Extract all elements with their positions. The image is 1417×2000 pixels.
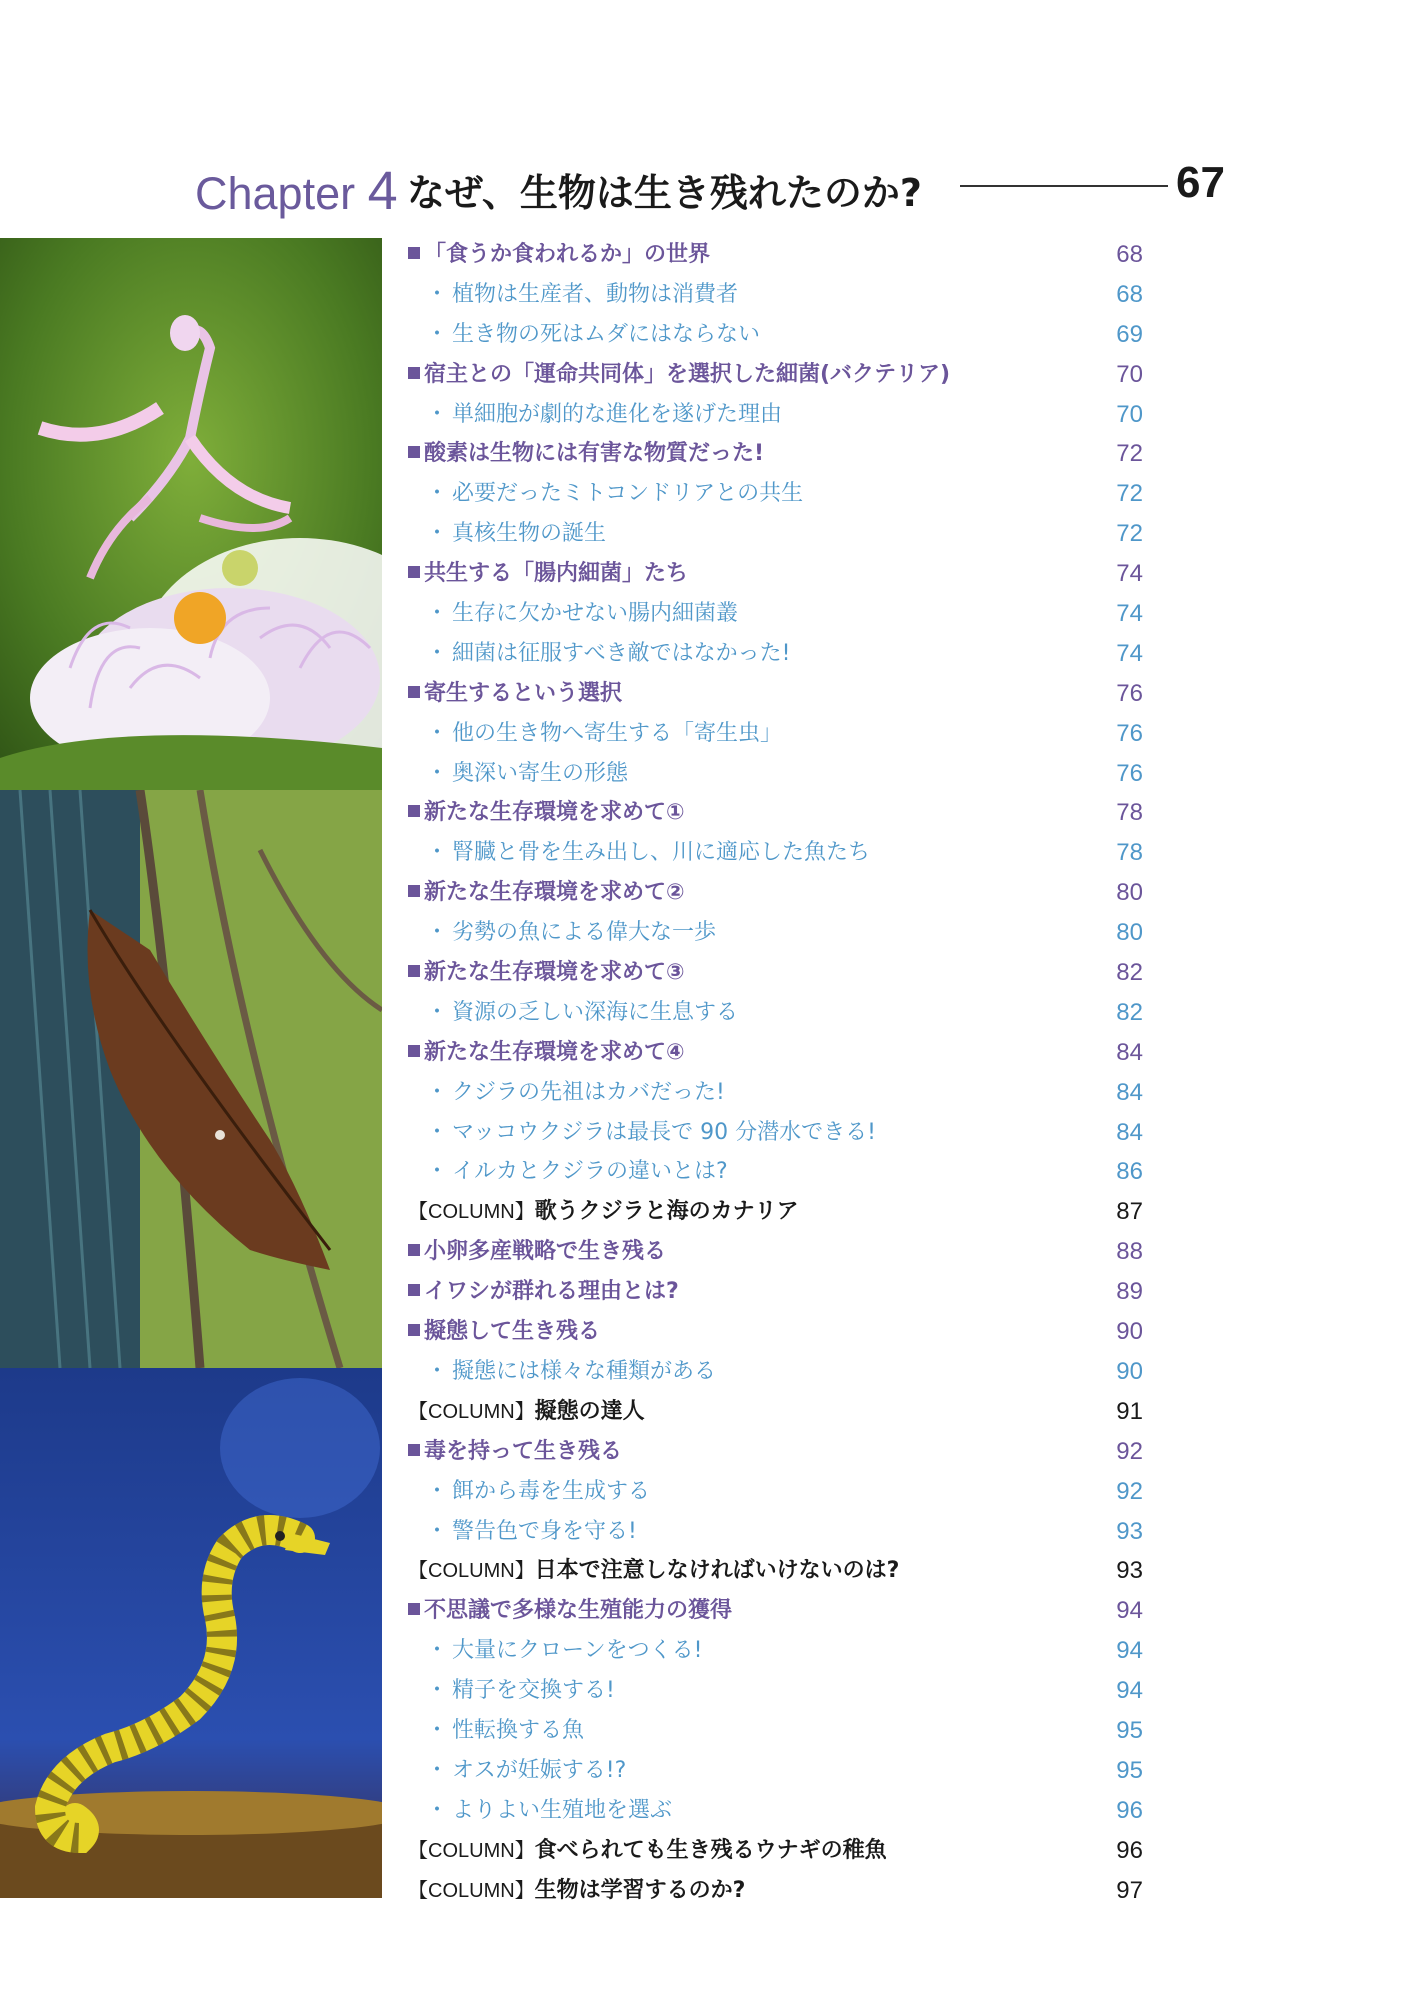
toc-entry-text: オスが妊娠する!? (452, 1757, 627, 1783)
toc-entry-title (408, 1312, 600, 1352)
toc-entry-title (426, 1113, 876, 1153)
toc-entry-title (408, 434, 764, 474)
toc-entry-sub (408, 1751, 1143, 1791)
toc-entry-text: 警告色で身を守る! (452, 1518, 637, 1544)
toc-entry-title (426, 1512, 637, 1552)
toc-entry-title (408, 1033, 685, 1073)
square-bullet-icon (408, 1045, 420, 1057)
toc-entry-text: 資源の乏しい深海に生息する (452, 999, 739, 1025)
toc-entry-column (408, 1392, 1143, 1432)
square-bullet-icon (408, 885, 420, 897)
toc-entry-title (408, 554, 688, 594)
column-tag: 【COLUMN】 (408, 1879, 535, 1902)
toc-entry-title (426, 1631, 702, 1671)
middle-dot-bullet-icon: ・ (426, 640, 449, 666)
toc-entry-title (426, 1472, 650, 1512)
toc-entry-text: 毒を持って生き残る (424, 1438, 623, 1464)
toc-entry-text: 生き物の死はムダにはならない (452, 321, 761, 347)
toc-entry-title (408, 1432, 622, 1472)
toc-entry-text: 植物は生産者、動物は消費者 (452, 281, 739, 307)
toc-page-number: 93 (1116, 1557, 1143, 1585)
square-bullet-icon (408, 247, 420, 259)
square-bullet-icon (408, 965, 420, 977)
leaf-butterfly-photo (0, 790, 382, 1368)
toc-entry-sub (408, 754, 1143, 794)
toc-entry-text: 性転換する魚 (452, 1717, 585, 1743)
toc-page-number: 78 (1116, 839, 1143, 867)
toc-page-number: 74 (1116, 639, 1143, 667)
toc-entry-main (408, 1232, 1143, 1272)
toc-entry-title (426, 993, 738, 1033)
toc-entry-title (426, 913, 716, 953)
toc-entry-title (408, 1192, 799, 1233)
toc-entry-text: 単細胞が劇的な進化を遂げた理由 (452, 401, 783, 427)
toc-entry-sub (408, 474, 1143, 514)
toc-entry-sub (408, 594, 1143, 634)
middle-dot-bullet-icon: ・ (426, 999, 449, 1025)
middle-dot-bullet-icon: ・ (426, 1717, 449, 1743)
toc-entry-title (408, 355, 950, 395)
toc-entry-text: 新たな生存環境を求めて③ (424, 960, 685, 986)
toc-entry-sub (408, 514, 1143, 554)
toc-page-number: 89 (1116, 1278, 1143, 1306)
toc-entry-text: 擬態の達人 (534, 1398, 645, 1424)
toc-entry-text: 細菌は征服すべき敵ではなかった! (452, 640, 791, 666)
toc-page-number: 94 (1116, 1637, 1143, 1665)
toc-entry-title (426, 594, 738, 634)
toc-page-number: 84 (1116, 1118, 1143, 1146)
toc-page-number: 80 (1116, 919, 1143, 947)
square-bullet-icon (408, 686, 420, 698)
toc-entry-text: 「食うか食われるか」の世界 (424, 242, 711, 267)
toc-entry-sub (408, 1352, 1143, 1392)
toc-entry-main (408, 1272, 1143, 1312)
toc-entry-text: 擬態して生き残る (424, 1319, 601, 1345)
toc-page-number: 90 (1116, 1318, 1143, 1346)
toc-entry-column (408, 1551, 1143, 1591)
toc-entry-title (426, 275, 738, 315)
toc-entry-title (426, 1791, 672, 1831)
orchid-mantis-photo (0, 238, 382, 790)
toc-entry-title (426, 754, 628, 794)
middle-dot-bullet-icon: ・ (426, 1638, 449, 1664)
chapter-label (195, 160, 398, 222)
chapter-page-number: 67 (1176, 158, 1225, 207)
toc-page-number: 68 (1116, 241, 1143, 268)
toc-page-number: 72 (1116, 480, 1143, 508)
toc-page-number: 84 (1116, 1038, 1143, 1066)
toc-entry-text: 必要だったミトコンドリアとの共生 (452, 481, 804, 507)
toc-entry-text: 日本で注意しなければいけないのは? (534, 1558, 900, 1584)
toc-entry-text: よりよい生殖地を選ぶ (452, 1797, 673, 1823)
toc-page-number: 68 (1116, 280, 1143, 308)
middle-dot-bullet-icon: ・ (426, 1159, 449, 1185)
toc-entry-text: 酸素は生物には有害な物質だった! (424, 441, 765, 467)
toc-page-number: 97 (1116, 1876, 1143, 1904)
toc-entry-text: 新たな生存環境を求めて① (424, 800, 685, 826)
chapter-title-rule (960, 185, 1168, 187)
toc-entry-sub (408, 833, 1143, 873)
toc-page-number: 76 (1116, 679, 1143, 707)
toc-entry-text: 奥深い寄生の形態 (452, 760, 629, 786)
toc-page-number: 80 (1116, 879, 1143, 907)
toc-entry-main (408, 235, 1143, 275)
toc-entry-main (408, 434, 1143, 474)
toc-page-number: 96 (1116, 1796, 1143, 1824)
chapter-title: なぜ、生物は生き残れたのか? (407, 171, 922, 215)
toc-page-number: 95 (1116, 1756, 1143, 1784)
toc-entry-text: 生存に欠かせない腸内細菌叢 (452, 601, 739, 627)
toc-entry-title (408, 1551, 899, 1592)
toc-page-number: 70 (1116, 400, 1143, 428)
middle-dot-bullet-icon: ・ (426, 1757, 449, 1783)
toc-entry-main (408, 554, 1143, 594)
toc-entry-text: 精子を交換する! (452, 1678, 615, 1704)
middle-dot-bullet-icon: ・ (426, 481, 449, 507)
middle-dot-bullet-icon: ・ (426, 760, 449, 786)
toc-page-number: 76 (1116, 759, 1143, 787)
middle-dot-bullet-icon: ・ (426, 601, 449, 627)
square-bullet-icon (408, 367, 420, 379)
middle-dot-bullet-icon: ・ (426, 521, 449, 547)
toc-page-number: 94 (1116, 1677, 1143, 1705)
middle-dot-bullet-icon: ・ (426, 1079, 449, 1105)
toc-entry-title (426, 395, 782, 435)
toc-entry-text: 餌から毒を生成する (452, 1478, 651, 1504)
middle-dot-bullet-icon: ・ (426, 720, 449, 746)
toc-page-number: 91 (1116, 1397, 1143, 1425)
middle-dot-bullet-icon: ・ (426, 1358, 449, 1384)
toc-entry-text: 共生する「腸内細菌」たち (424, 561, 689, 587)
toc-entry-sub (408, 634, 1143, 674)
toc-entry-text: 寄生するという選択 (424, 680, 623, 706)
toc-page-number: 76 (1116, 719, 1143, 747)
toc-page-number: 94 (1116, 1597, 1143, 1625)
middle-dot-bullet-icon: ・ (426, 1678, 449, 1704)
toc-entry-text: 真核生物の誕生 (452, 521, 607, 547)
toc-entry-title (408, 235, 710, 275)
toc-entry-text: 擬態には様々な種類がある (452, 1358, 717, 1384)
toc-entry-column (408, 1192, 1143, 1232)
toc-page-number: 90 (1116, 1357, 1143, 1385)
toc-entry-text: 歌うクジラと海のカナリア (534, 1199, 799, 1225)
toc-entry-text: 食べられても生き残るウナギの稚魚 (534, 1837, 887, 1863)
toc-entry-text: 他の生き物へ寄生する「寄生虫」 (452, 720, 783, 746)
toc-page-number: 87 (1116, 1198, 1143, 1226)
toc-entry-main (408, 793, 1143, 833)
toc-entry-text: 宿主との「運命共同体」を選択した細菌(バクテリア) (424, 361, 951, 387)
middle-dot-bullet-icon: ・ (426, 920, 449, 946)
toc-entry-title (426, 474, 803, 514)
toc-entry-title (408, 1591, 732, 1631)
square-bullet-icon (408, 805, 420, 817)
toc-entry-text: イワシが群れる理由とは? (424, 1279, 679, 1305)
toc-page-number: 84 (1116, 1078, 1143, 1106)
square-bullet-icon (408, 1284, 420, 1296)
toc-entry-text: イルカとクジラの違いとは? (452, 1159, 728, 1185)
toc-entry-sub (408, 1671, 1143, 1711)
toc-entry-column (408, 1871, 1143, 1911)
toc-page-number: 72 (1116, 520, 1143, 548)
column-tag: 【COLUMN】 (408, 1560, 535, 1583)
middle-dot-bullet-icon: ・ (426, 1797, 449, 1823)
toc-page-number: 92 (1116, 1437, 1143, 1465)
toc-entry-title (426, 514, 606, 554)
toc-entry-title (426, 634, 790, 674)
toc-entry-sub (408, 395, 1143, 435)
toc-entry-text: 大量にクローンをつくる! (452, 1638, 703, 1664)
toc-entry-text: マッコウクジラは最長で 90 分潜水できる! (452, 1119, 876, 1145)
square-bullet-icon (408, 1244, 420, 1256)
toc-page-number: 69 (1116, 320, 1143, 348)
toc-entry-text: 不思議で多様な生殖能力の獲得 (424, 1598, 733, 1624)
square-bullet-icon (408, 566, 420, 578)
toc-page-number: 93 (1116, 1517, 1143, 1545)
toc-entry-title (426, 1073, 725, 1113)
toc-entry-title (426, 833, 870, 873)
toc-entry-title (426, 714, 782, 754)
middle-dot-bullet-icon: ・ (426, 1518, 449, 1544)
toc-entry-title (408, 1272, 679, 1312)
toc-page-number: 78 (1116, 799, 1143, 827)
toc-page-number: 72 (1116, 440, 1143, 468)
toc-page-number: 86 (1116, 1158, 1143, 1186)
toc-entry-title (408, 1871, 745, 1912)
toc-entry-text: 新たな生存環境を求めて② (424, 880, 685, 906)
toc-entry-sub (408, 1791, 1143, 1831)
toc-entry-text: クジラの先祖はカバだった! (452, 1079, 725, 1105)
toc-entry-main (408, 1033, 1143, 1073)
toc-page-number: 92 (1116, 1477, 1143, 1505)
toc-entry-main (408, 1591, 1143, 1631)
toc-entry-sub (408, 993, 1143, 1033)
square-bullet-icon (408, 1444, 420, 1456)
toc-entry-main (408, 1432, 1143, 1472)
toc-entry-title (408, 953, 685, 993)
toc-entry-title (426, 1751, 626, 1791)
middle-dot-bullet-icon: ・ (426, 321, 449, 347)
toc-entry-title (408, 1232, 666, 1272)
toc-page-number: 82 (1116, 998, 1143, 1026)
toc-entry-sub (408, 275, 1143, 315)
toc-entry-sub (408, 1512, 1143, 1552)
toc-entry-sub (408, 1073, 1143, 1113)
middle-dot-bullet-icon: ・ (426, 1119, 449, 1145)
toc-entry-title (408, 1831, 887, 1872)
toc-entry-title (426, 1711, 584, 1751)
toc-page-number: 82 (1116, 959, 1143, 987)
toc-entry-sub (408, 913, 1143, 953)
toc-page-number: 74 (1116, 560, 1143, 588)
table-of-contents (408, 235, 1143, 1910)
toc-entry-sub (408, 315, 1143, 355)
toc-entry-sub (408, 1113, 1143, 1153)
toc-entry-main (408, 355, 1143, 395)
toc-entry-title (426, 1671, 615, 1711)
toc-entry-sub (408, 1631, 1143, 1671)
toc-page-number: 88 (1116, 1238, 1143, 1266)
toc-page-number: 96 (1116, 1836, 1143, 1864)
toc-entry-text: 腎臓と骨を生み出し、川に適応した魚たち (452, 840, 871, 866)
toc-entry-title (426, 1352, 716, 1392)
chapter-number: 4 (367, 161, 398, 221)
toc-entry-sub (408, 1472, 1143, 1512)
toc-entry-main (408, 953, 1143, 993)
toc-entry-title (408, 873, 685, 913)
toc-entry-main (408, 873, 1143, 913)
square-bullet-icon (408, 446, 420, 458)
toc-entry-text: 劣勢の魚による偉大な一歩 (452, 920, 717, 946)
toc-entry-main (408, 674, 1143, 714)
chapter-header (195, 158, 1225, 221)
toc-entry-sub (408, 1711, 1143, 1751)
chapter-word: Chapter (195, 168, 356, 219)
toc-entry-sub (408, 1152, 1143, 1192)
square-bullet-icon (408, 1603, 420, 1615)
toc-entry-title (408, 793, 685, 833)
toc-page-number: 95 (1116, 1716, 1143, 1744)
middle-dot-bullet-icon: ・ (426, 840, 449, 866)
toc-page-number: 74 (1116, 600, 1143, 628)
toc-entry-title (426, 1152, 728, 1192)
toc-entry-title (426, 315, 760, 355)
toc-entry-title (408, 1392, 645, 1433)
toc-entry-column (408, 1831, 1143, 1871)
toc-entry-text: 小卵多産戦略で生き残る (424, 1239, 667, 1265)
toc-entry-text: 新たな生存環境を求めて④ (424, 1039, 685, 1065)
toc-entry-text: 生物は学習するのか? (534, 1877, 746, 1903)
toc-page-number: 70 (1116, 360, 1143, 388)
toc-entry-sub (408, 714, 1143, 754)
column-tag: 【COLUMN】 (408, 1839, 535, 1862)
seahorse-photo (0, 1368, 382, 1898)
middle-dot-bullet-icon: ・ (426, 1478, 449, 1504)
middle-dot-bullet-icon: ・ (426, 401, 449, 427)
square-bullet-icon (408, 1324, 420, 1336)
column-tag: 【COLUMN】 (408, 1400, 535, 1423)
middle-dot-bullet-icon: ・ (426, 281, 449, 307)
toc-entry-main (408, 1312, 1143, 1352)
column-tag: 【COLUMN】 (408, 1201, 535, 1224)
toc-entry-title (408, 674, 622, 714)
